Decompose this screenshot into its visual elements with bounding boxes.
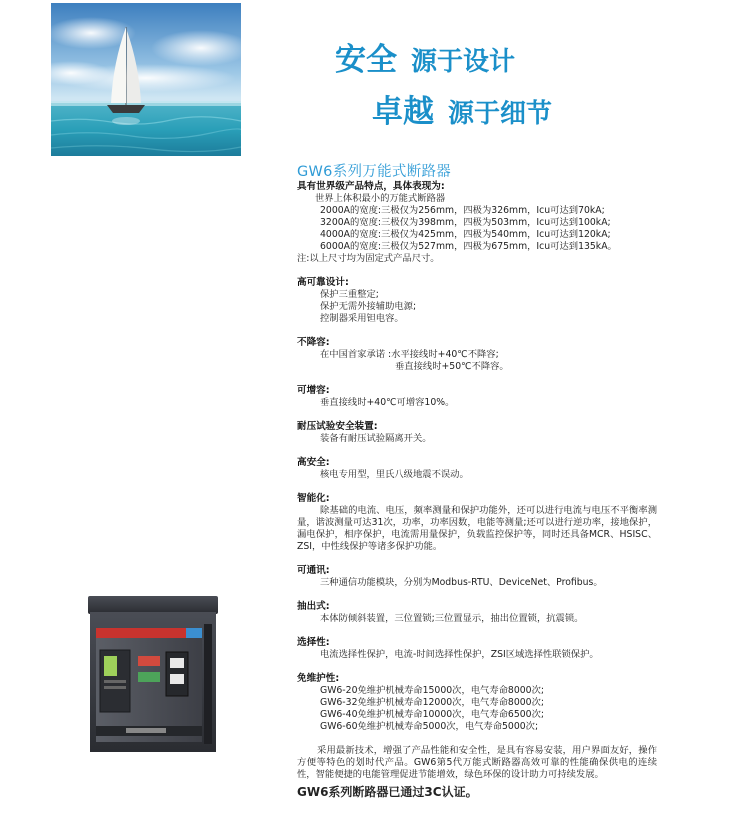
capacity-increase-heading: 可增容:	[297, 385, 330, 396]
reliability-line: 保护三重整定;	[320, 289, 379, 300]
intelligent-heading: 智能化:	[297, 493, 330, 504]
features-note: 注:以上尺寸均为固定式产品尺寸。	[297, 253, 440, 264]
spec-body	[297, 181, 657, 798]
slogan-2-main: 卓越	[372, 94, 434, 130]
no-derating-heading: 不降容:	[297, 337, 330, 348]
maintenance-free-line: GW6-32免维护机械寿命12000次，电气寿命8000次;	[320, 697, 545, 708]
communication-heading: 可通讯:	[297, 565, 330, 576]
slogan-line-1	[335, 34, 515, 79]
maintenance-free-line: GW6-60免维护机械寿命5000次，电气寿命5000次;	[320, 721, 539, 732]
document-title: GW6系列万能式断路器	[297, 164, 452, 180]
withstand-test-line: 装备有耐压试验隔离开关。	[320, 433, 432, 444]
reliability-heading: 高可靠设计:	[297, 277, 349, 288]
selectivity-line: 电流选择性保护，电流-时间选择性保护，ZSI区域选择性联锁保护。	[320, 649, 599, 660]
high-safety-line: 核电专用型，里氏八级地震不误动。	[320, 469, 469, 480]
features-line: 世界上体积最小的万能式断路器	[315, 193, 446, 204]
summary-paragraph: 采用最新技术，增强了产品性能和安全性，是具有容易安装，用户界面友好，操作方便等特色的划时代产品。GW6第5代万能式断路器高效可靠的性能确保供电的连续性，智能便捷的电能管理促进节能增效，绿色环保的设计助力可持续发展。	[297, 745, 657, 780]
drawout-line: 本体防倾斜装置，三位置锁;三位置显示，抽出位置锁，抗震锁。	[320, 613, 584, 624]
reliability-line: 保护无需外接辅助电源;	[320, 301, 417, 312]
sailboat-image	[51, 3, 241, 156]
no-derating-line-2: 垂直接线时+50℃不降容。	[395, 361, 509, 372]
features-line: 2000A的宽度:三极仅为256mm，四极为326mm，Icu可达到70kA;	[320, 205, 605, 216]
circuit-breaker-illustration	[86, 594, 220, 754]
features-heading: 具有世界级产品特点，具体表现为:	[297, 181, 445, 192]
intelligent-paragraph: 除基础的电流、电压，频率测量和保护功能外，还可以进行电流与电压不平衡率测量，谐波测量可达31次，功率，功率因数，电能等测量;还可以进行逆功率，接地保护，漏电保护，相序保护，电流需用量保护，负载监控保护等，同时还具备MCR、HSISC、ZSI，中性线保护等诸多保护功能。	[297, 505, 657, 552]
features-line: 6000A的宽度:三极仅为527mm，四极为675mm，Icu可达到135kA。	[320, 241, 617, 252]
maintenance-free-heading: 免维护性:	[297, 673, 340, 684]
withstand-test-heading: 耐压试验安全装置:	[297, 421, 378, 432]
high-safety-heading: 高安全:	[297, 457, 330, 468]
reliability-line: 控制器采用钽电容。	[320, 313, 404, 324]
capacity-increase-line: 垂直接线时+40℃可增容10%。	[320, 397, 455, 408]
features-line: 3200A的宽度:三极仅为398mm，四极为503mm，Icu可达到100kA;	[320, 217, 611, 228]
communication-line: 三种通信功能模块，分别为Modbus-RTU、DeviceNet、Profibus。	[320, 577, 603, 588]
certification-statement: GW6系列断路器已通过3C认证。	[297, 785, 478, 799]
slogan-line-2	[372, 86, 552, 131]
slogan-1-main: 安全	[335, 42, 397, 78]
selectivity-heading: 选择性:	[297, 637, 330, 648]
circuit-breaker-product-image	[86, 594, 220, 754]
slogan-2-sub: 源于细节	[448, 99, 553, 129]
drawout-heading: 抽出式:	[297, 601, 330, 612]
maintenance-free-line: GW6-40免维护机械寿命10000次，电气寿命6500次;	[320, 709, 545, 720]
no-derating-line-1: 在中国首家承诺 :水平接线时+40℃不降容;	[320, 349, 499, 360]
hero-sailboat-photo	[51, 3, 241, 156]
maintenance-free-line: GW6-20免维护机械寿命15000次，电气寿命8000次;	[320, 685, 545, 696]
slogan-1-sub: 源于设计	[411, 47, 516, 77]
features-line: 4000A的宽度:三极仅为425mm，四极为540mm，Icu可达到120kA;	[320, 229, 611, 240]
